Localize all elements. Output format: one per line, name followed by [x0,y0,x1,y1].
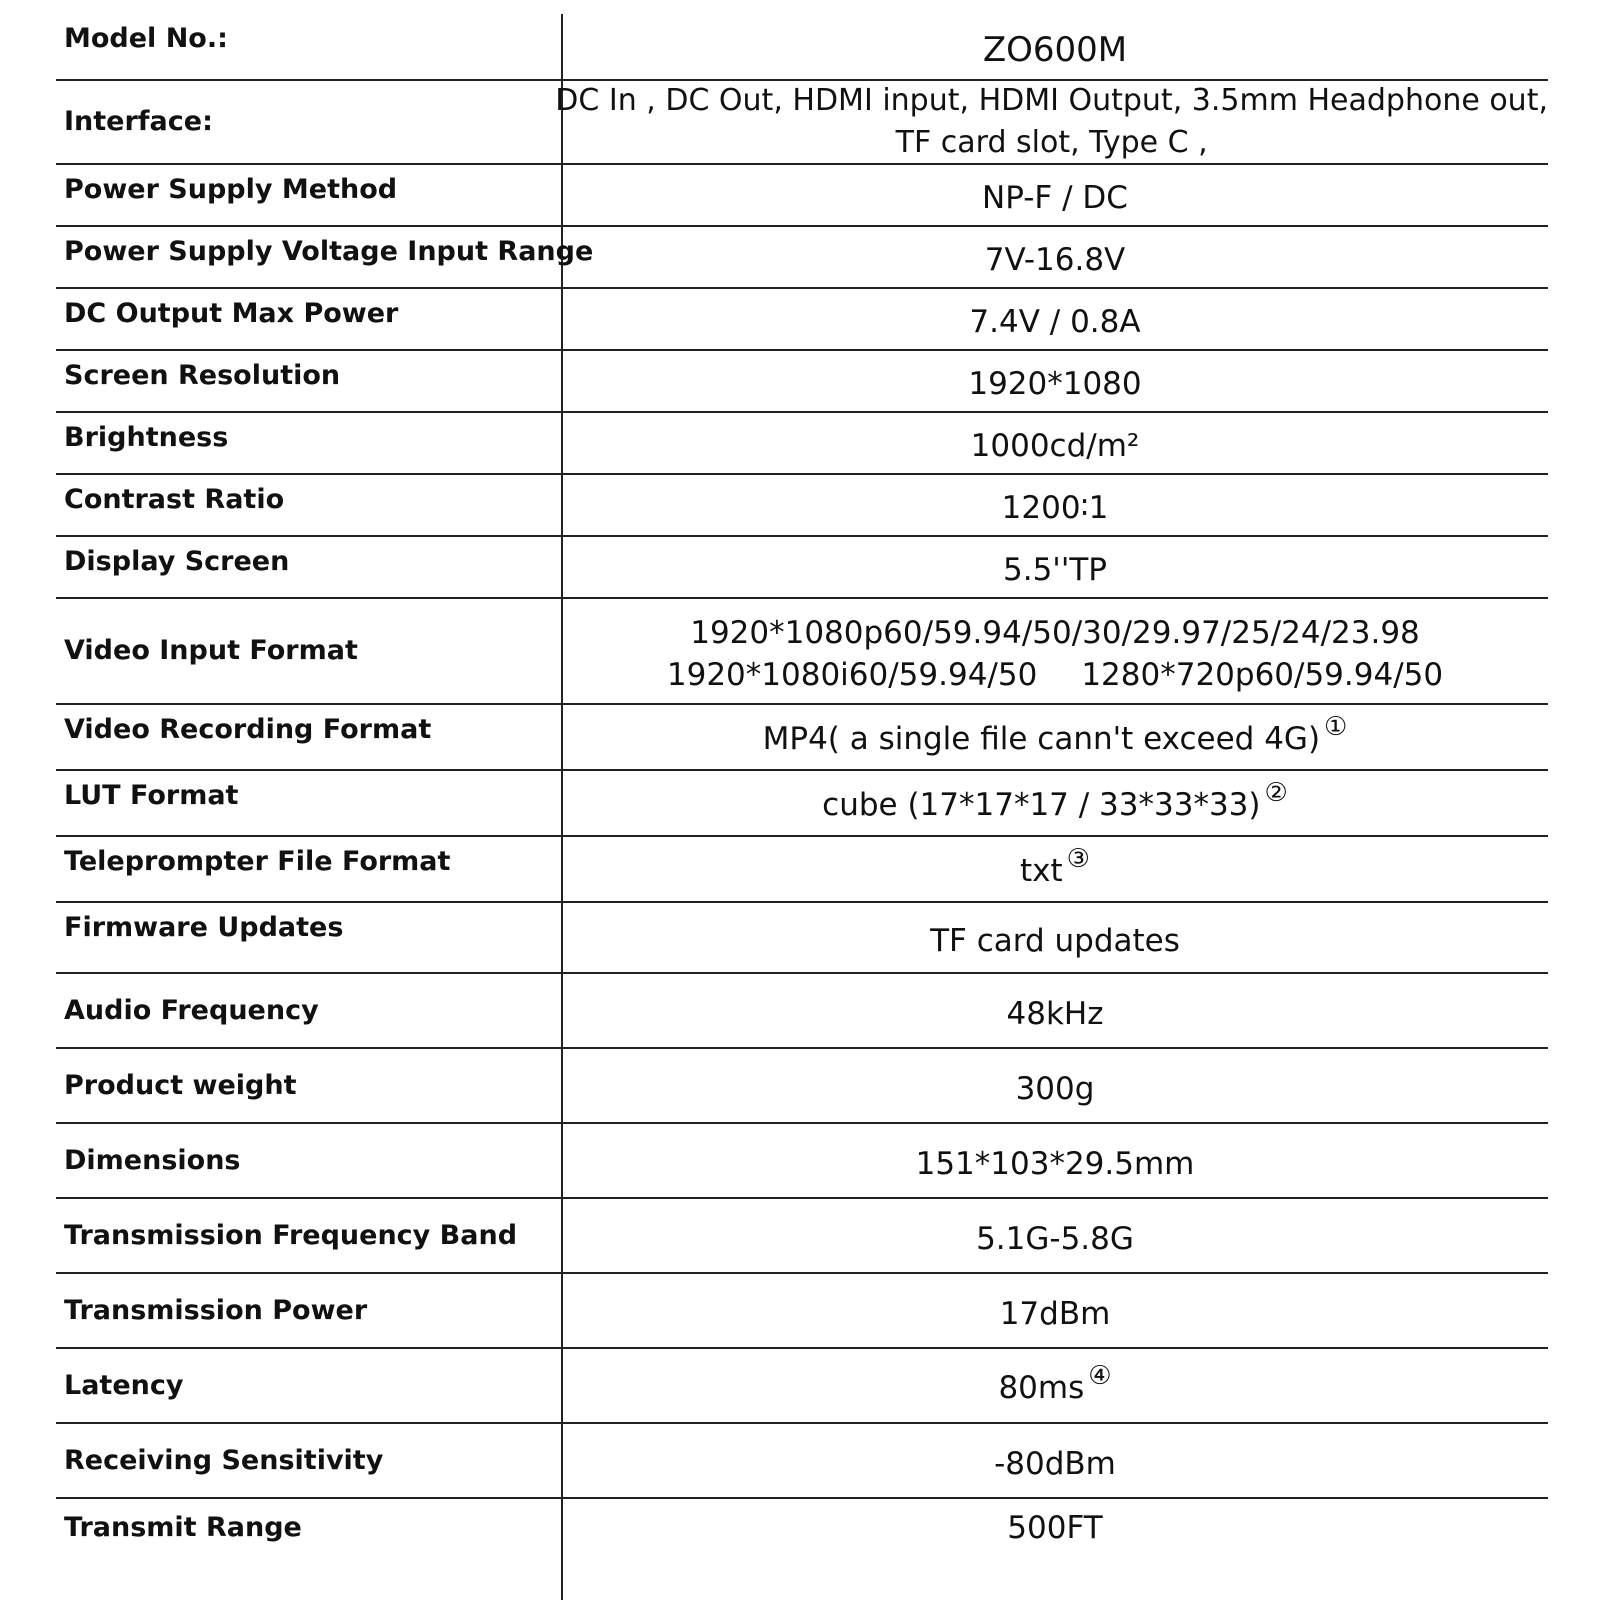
row-value: MP4( a single file cann't exceed 4G) ① [762,712,1348,757]
row-value: 300g [1015,1070,1095,1107]
row-label: Product weight [64,1069,297,1101]
table-row-video-recording-format [56,705,1548,771]
table-row-brightness [56,413,1548,475]
row-label: Model No.: [64,23,228,54]
table-row-screen-resolution [56,351,1548,413]
row-value: NP-F / DC [982,180,1128,216]
row-value: TF card updates [930,922,1180,959]
row-label: Audio Frequency [64,994,319,1026]
row-label: Screen Resolution [64,360,341,391]
row-value: 7.4V / 0.8A [969,304,1141,340]
row-value: 80ms ④ [998,1360,1112,1406]
row-value: DC In , DC Out, HDMI input, HDMI Output, 3.5mm Headphone out, TF card slot, Type C , [555,83,1548,160]
row-value: 500FT [1007,1510,1103,1546]
row-label: Transmission Frequency Band [64,1219,518,1251]
row-value: 151*103*29.5mm [915,1145,1195,1182]
table-row-transmission-power [56,1274,1548,1349]
row-value: 1920*1080 [968,366,1142,402]
row-value: 1200∶1 [1001,490,1109,526]
footnote-marker: ④ [1088,1360,1112,1391]
row-label: Teleprompter File Format [64,846,451,877]
row-label: Transmission Power [64,1294,368,1326]
table-row-dimensions [56,1124,1548,1199]
row-value: ZO600M [982,29,1128,70]
table-row-lut-format [56,771,1548,837]
row-value: 5.1G-5.8G [976,1220,1134,1257]
table-row-contrast-ratio [56,475,1548,537]
row-label: Interface: [64,106,213,137]
table-row-transmission-band [56,1199,1548,1274]
row-label: DC Output Max Power [64,298,399,329]
footnote-marker: ② [1264,778,1288,808]
table-row-transmit-range [56,1499,1548,1557]
row-value: 1920*1080p60/59.94/50/30/29.97/25/24/23.98 1920*1080i60/59.94/50 1280*720p60/59.94/50 [666,615,1444,693]
row-value: 17dBm [999,1295,1111,1332]
spec-table [56,14,1548,1557]
row-label: Transmit Range [64,1512,302,1543]
table-row-audio-frequency [56,974,1548,1049]
row-label: Video Recording Format [64,714,432,745]
table-row-power-supply-method [56,165,1548,227]
row-label: LUT Format [64,780,239,811]
table-row-interface [56,81,1548,165]
row-label: Display Screen [64,546,290,577]
table-row-product-weight [56,1049,1548,1124]
table-row-model-no [56,14,1548,81]
row-value: -80dBm [994,1445,1116,1482]
row-value: txt ③ [1020,844,1090,889]
row-label: Latency [64,1369,184,1401]
row-value: 48kHz [1006,995,1104,1032]
row-label: Receiving Sensitivity [64,1444,384,1476]
row-label: Power Supply Method [64,174,398,205]
footnote-marker: ③ [1066,844,1090,874]
row-label: Brightness [64,422,229,453]
row-value: cube (17*17*17 / 33*33*33) ② [822,778,1288,823]
footnote-marker: ① [1324,712,1348,742]
row-value: 7V-16.8V [984,242,1126,278]
row-label: Dimensions [64,1144,241,1176]
row-label: Video Input Format [64,635,358,666]
row-label: Firmware Updates [64,912,344,943]
table-row-video-input-format [56,599,1548,705]
table-row-voltage-range [56,227,1548,289]
table-row-receiving-sensitivity [56,1424,1548,1499]
table-row-dc-output [56,289,1548,351]
row-value: 1000cd/m² [970,428,1140,464]
row-value: 5.5''TP [1003,552,1107,588]
table-row-display-screen [56,537,1548,599]
table-row-latency [56,1349,1548,1424]
row-label: Power Supply Voltage Input Range [64,236,594,267]
row-label: Contrast Ratio [64,484,285,515]
table-row-firmware-updates [56,903,1548,974]
table-row-teleprompter-format [56,837,1548,903]
